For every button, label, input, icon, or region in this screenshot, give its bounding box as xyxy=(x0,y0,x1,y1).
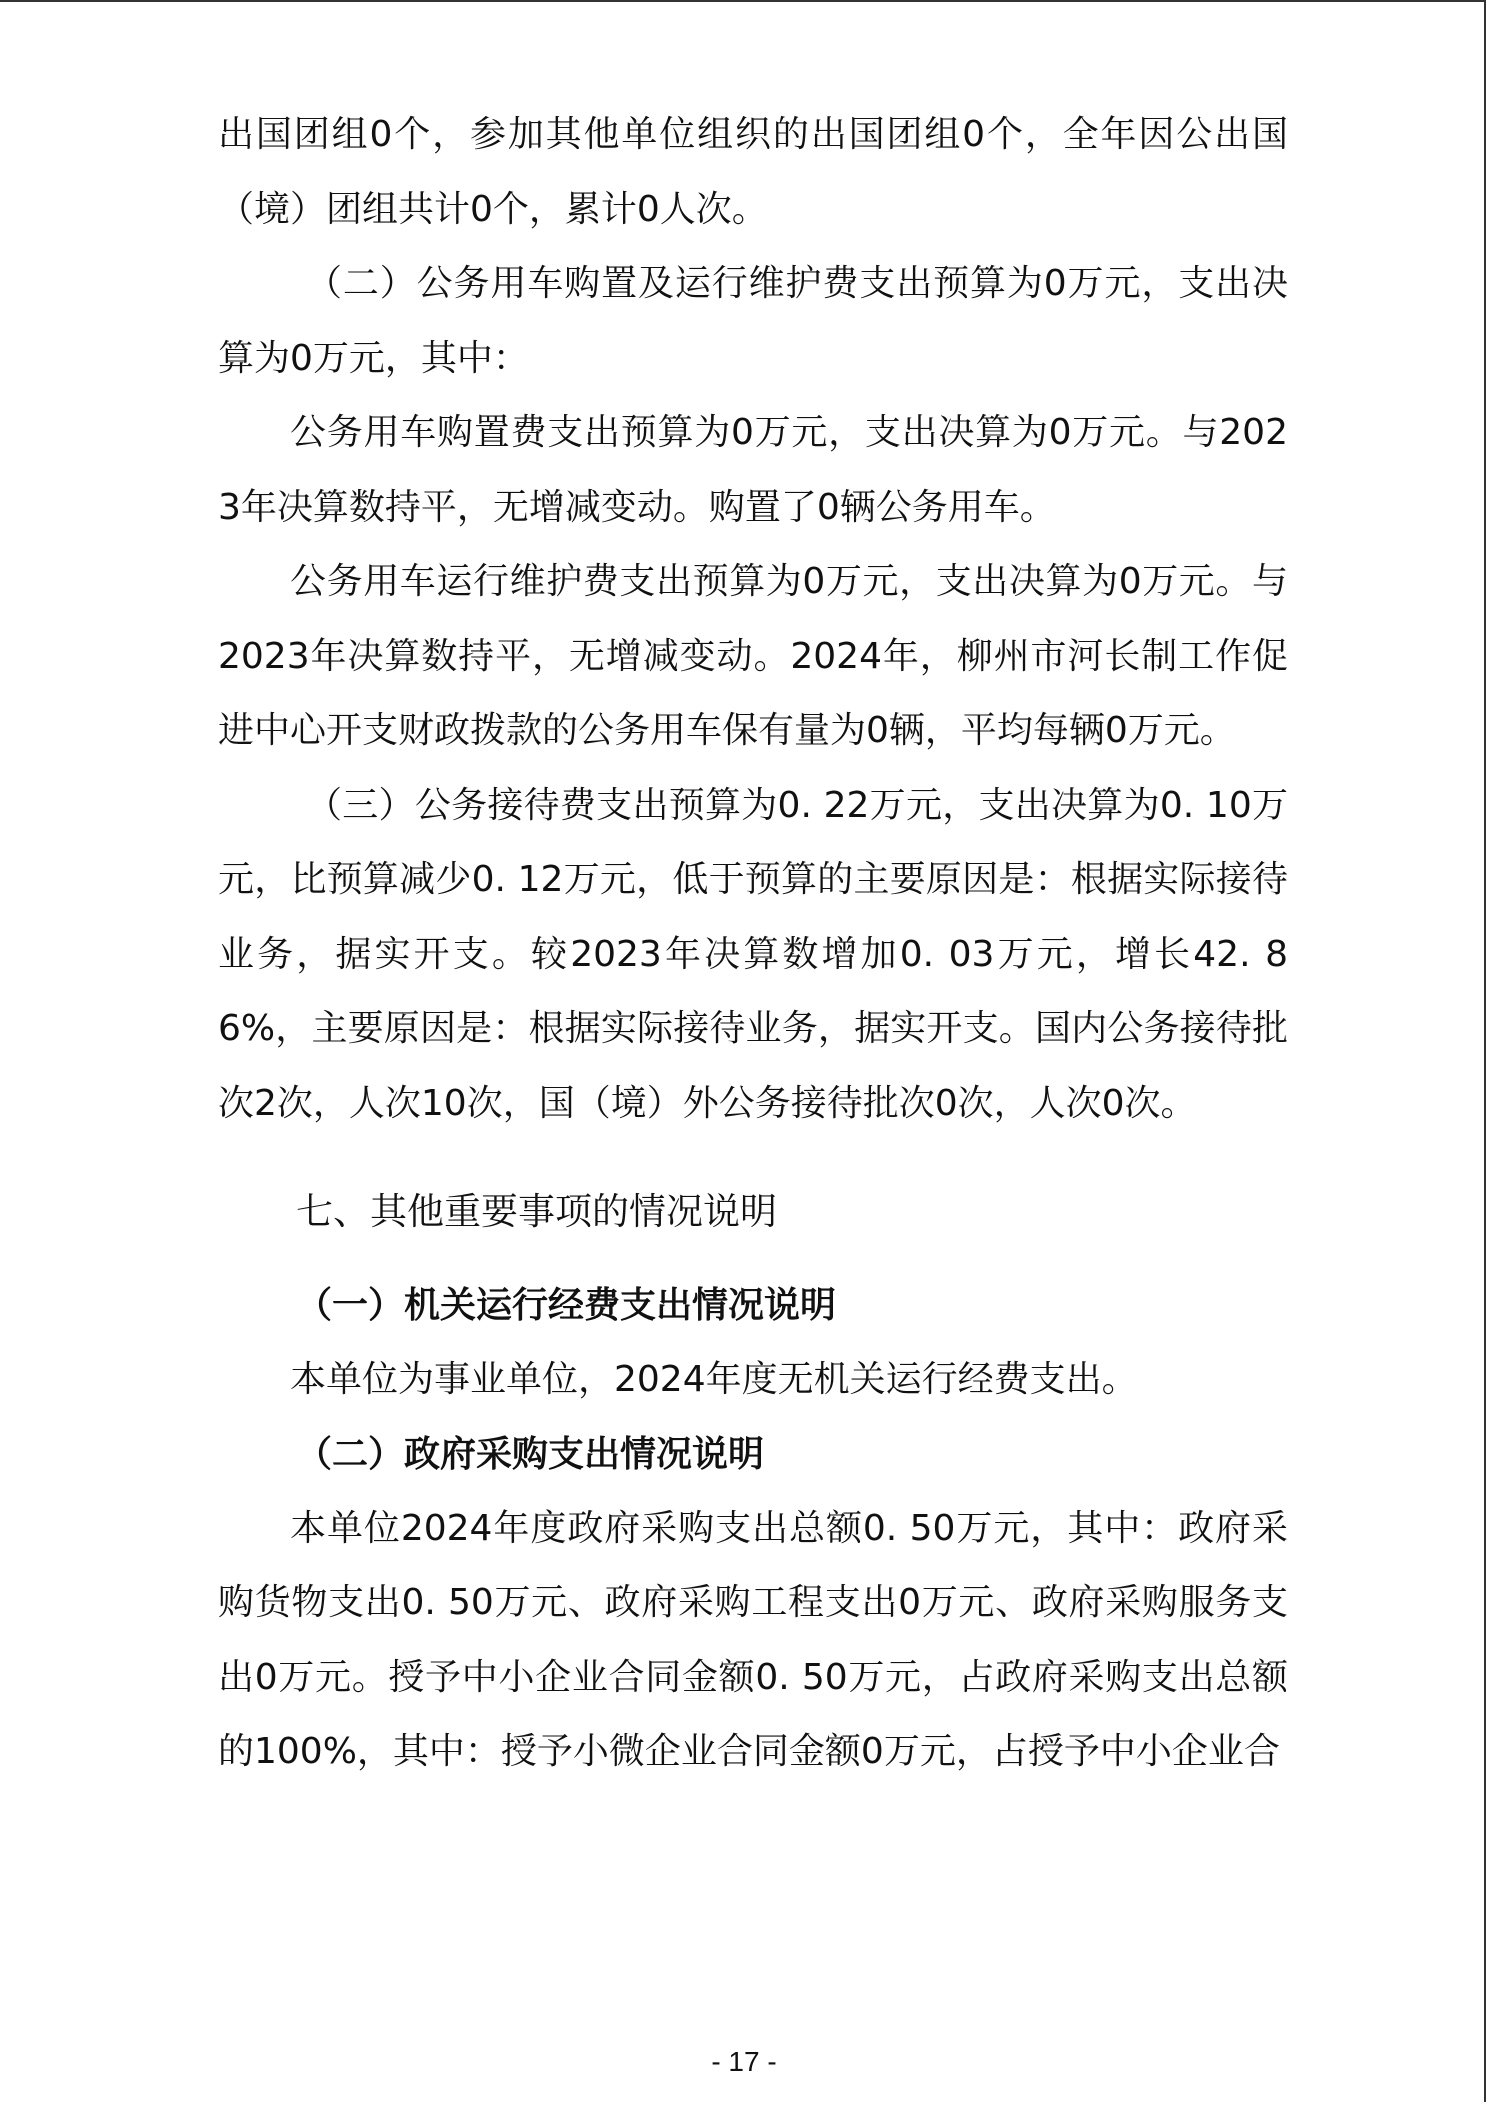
paragraph-reception-expense: （三）公务接待费支出预算为0. 22万元，支出决算为0. 10万元，比预算减少0. 12万元，低于预算的主要原因是：根据实际接待业务，据实开支。较2023年决算数增加0. 03万元，增长42. 86%，主要原因是：根据实际接待业务，据实开支。国内公务接待批次2次，人次10次，国（境）外公务接待批次0次，人次0次。 xyxy=(218,784,1288,1124)
document-body xyxy=(218,98,1288,1790)
paragraph-outbound-groups: 出国团组0个，参加其他单位组织的出国团组0个，全年因公出国（境）团组共计0个，累计0人次。 xyxy=(218,114,1288,230)
page-number: - 17 - xyxy=(711,2046,777,2077)
paragraph-vehicle-purchase: 公务用车购置费支出预算为0万元，支出决算为0万元。与2023年决算数持平，无增减变动。购置了0辆公务用车。 xyxy=(218,412,1288,528)
sub-heading-operating-expense: （一）机关运行经费支出情况说明 xyxy=(296,1285,837,1326)
sub-heading-procurement: （二）政府采购支出情况说明 xyxy=(296,1433,765,1475)
paragraph-operating-expense: 本单位为事业单位，2024年度无机关运行经费支出。 xyxy=(290,1359,1138,1400)
paragraph-vehicle-summary: （二）公务用车购置及运行维护费支出预算为0万元，支出决算为0万元，其中： xyxy=(218,263,1288,379)
section-heading-other-matters: 七、其他重要事项的情况说明 xyxy=(296,1190,777,1233)
paragraph-procurement: 本单位2024年度政府采购支出总额0. 50万元，其中：政府采购货物支出0. 50万元、政府采购工程支出0万元、政府采购服务支出0万元。授予中小企业合同金额0. 50万元，占政府采购支出总额的100%，其中：授予小微企业合同金额0万元，占授予中小企业合 xyxy=(218,1507,1288,1772)
paragraph-vehicle-maintenance: 公务用车运行维护费支出预算为0万元，支出决算为0万元。与2023年决算数持平，无增减变动。2024年，柳州市河长制工作促进中心开支财政拨款的公务用车保有量为0辆，平均每辆0万元。 xyxy=(218,561,1288,751)
